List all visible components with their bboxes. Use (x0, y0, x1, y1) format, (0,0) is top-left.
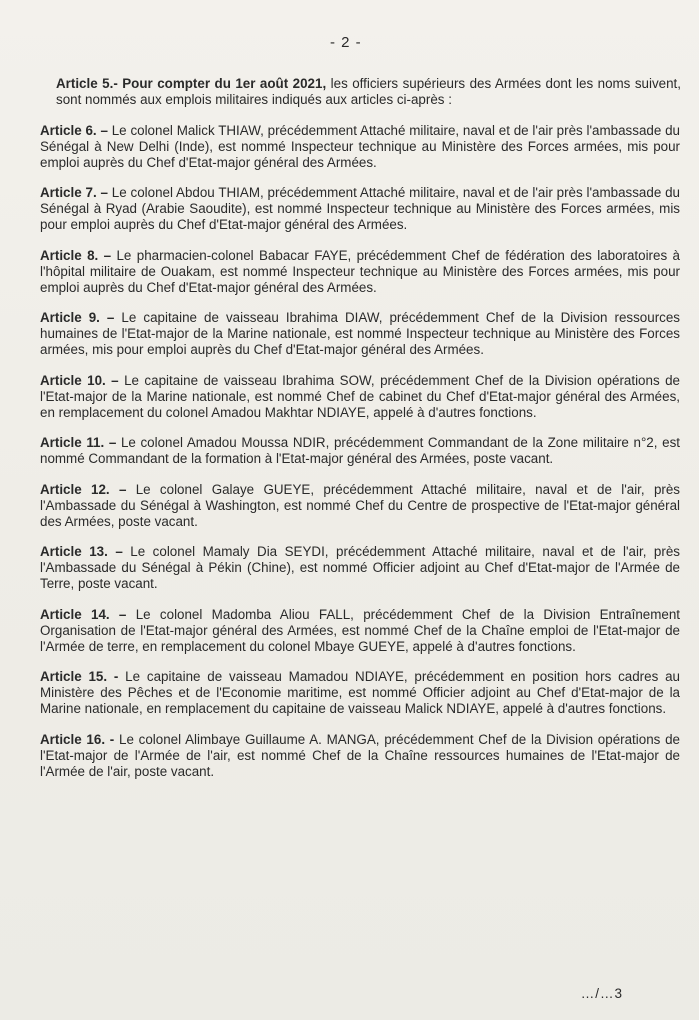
article-13 (40, 544, 680, 592)
article-text: Le colonel Alimbaye Guillaume A. MANGA, précédemment Chef de la Division opérations de l'Etat-major de l'Armée de l'air, est nommé Chef de la Chaîne ressources humaines de l'Etat-major de l'Armée de l'air, poste vacant. (40, 731, 680, 779)
article-title: Article 12. – (40, 481, 127, 497)
article-title: Article 16. - (40, 731, 115, 747)
article-title: Article 9. – (40, 310, 115, 325)
article-text: Le capitaine de vaisseau Ibrahima DIAW, précédemment Chef de la Division ressources humaines de l'Etat-major de la Marine nationale, est nommé Inspecteur technique au Ministère des Forces armées, mis pour emploi auprès du Chef d'Etat-major général des Armées. (40, 310, 681, 357)
article-7 (40, 185, 680, 233)
article-text: Le colonel Mamaly Dia SEYDI, précédemment Attaché militaire, naval et de l'air, près l'Ambassade du Sénégal à Pékin (Chine), est nommé Officier adjoint au Chef d'Etat-major de l'Armée de Terre, poste vacant. (40, 544, 680, 591)
article-title: Article 15. - (40, 669, 119, 684)
article-15 (40, 669, 680, 717)
article-6 (40, 123, 680, 171)
article-text: Le colonel Malick THIAW, précédemment Attaché militaire, naval et de l'air près l'ambassade du Sénégal à New Delhi (Inde), est nommé Inspecteur technique au Ministère des Forces armées, mis pour emploi auprès du Chef d'Etat-major général des Armées. (40, 122, 680, 170)
article-text: les officiers supérieurs des Armées dont les noms suivent, sont nommés aux emplois militaires indiqués aux articles ci-après : (56, 76, 681, 107)
article-5 (56, 76, 681, 108)
article-text: Le capitaine de vaisseau Mamadou NDIAYE, précédemment en position hors cadres au Ministère des Pêches et de l'Economie maritime, est nommé Officier adjoint au Chef d'Etat-major de la Marine nationale, en remplacement du capitaine de vaisseau Malick NDIAYE, appelé à d'autres fonctions. (40, 669, 680, 716)
article-text: Le pharmacien-colonel Babacar FAYE, précédemment Chef de fédération des laboratoires à l'hôpital militaire de Ouakam, est nommé Inspecteur technique au Ministère des Forces armées, mis pour emploi auprès du Chef d'Etat-major général des Armées. (40, 247, 681, 295)
article-9 (40, 310, 680, 358)
article-text: Le capitaine de vaisseau Ibrahima SOW, précédemment Chef de la Division opérations de l'Etat-major de la Marine nationale, est nommé Chef de cabinet du Chef d'Etat-major général des Armées, en remplacement du colonel Amadou Makhtar NDIAYE, appelé à d'autres fonctions. (40, 372, 680, 420)
article-11 (40, 435, 680, 467)
article-title: Article 10. – (40, 372, 119, 388)
article-text: Le colonel Madomba Aliou FALL, précédemment Chef de la Division Entraînement Organisation de l'Etat-major général des Armées, est nommé Chef de la Chaîne emploi de l'Etat-major de l'Armée de terre, en remplacement du colonel Mbaye GUEYE, appelé à d'autres fonctions. (40, 606, 680, 654)
article-12 (40, 482, 680, 530)
article-title: Article 8. – (40, 247, 112, 263)
article-text: Le colonel Amadou Moussa NDIR, précédemment Commandant de la Zone militaire n°2, est nommé Commandant de la formation à l'Etat-major général des Armées, poste vacant. (40, 435, 680, 466)
article-16 (40, 732, 680, 780)
articles-list (40, 76, 680, 794)
article-title: Article 7. – (40, 185, 108, 200)
continuation-marker: …/…3 (580, 986, 623, 1001)
article-text: Le colonel Abdou THIAM, précédemment Attaché militaire, naval et de l'air près l'ambassade du Sénégal à Ryad (Arabie Saoudite), est nommé Inspecteur technique au Ministère des Forces armées, mis pour emploi auprès du Chef d'Etat-major général des Armées. (40, 185, 680, 232)
article-title: Article 14. – (40, 606, 127, 622)
article-title: Article 13. – (40, 544, 123, 559)
article-title: Article 11. – (40, 435, 117, 450)
page-number: - 2 - (330, 34, 362, 51)
article-text: Le colonel Galaye GUEYE, précédemment Attaché militaire, naval et de l'air, près l'Ambassade du Sénégal à Washington, est nommé Chef du Centre de prospective de l'Etat-major général des Armées, poste vacant. (40, 481, 680, 529)
article-title: Article 5.- Pour compter du 1er août 2021, (56, 76, 327, 91)
article-8 (40, 248, 680, 296)
article-title: Article 6. – (40, 122, 108, 138)
article-10 (40, 373, 680, 421)
article-14 (40, 607, 680, 655)
